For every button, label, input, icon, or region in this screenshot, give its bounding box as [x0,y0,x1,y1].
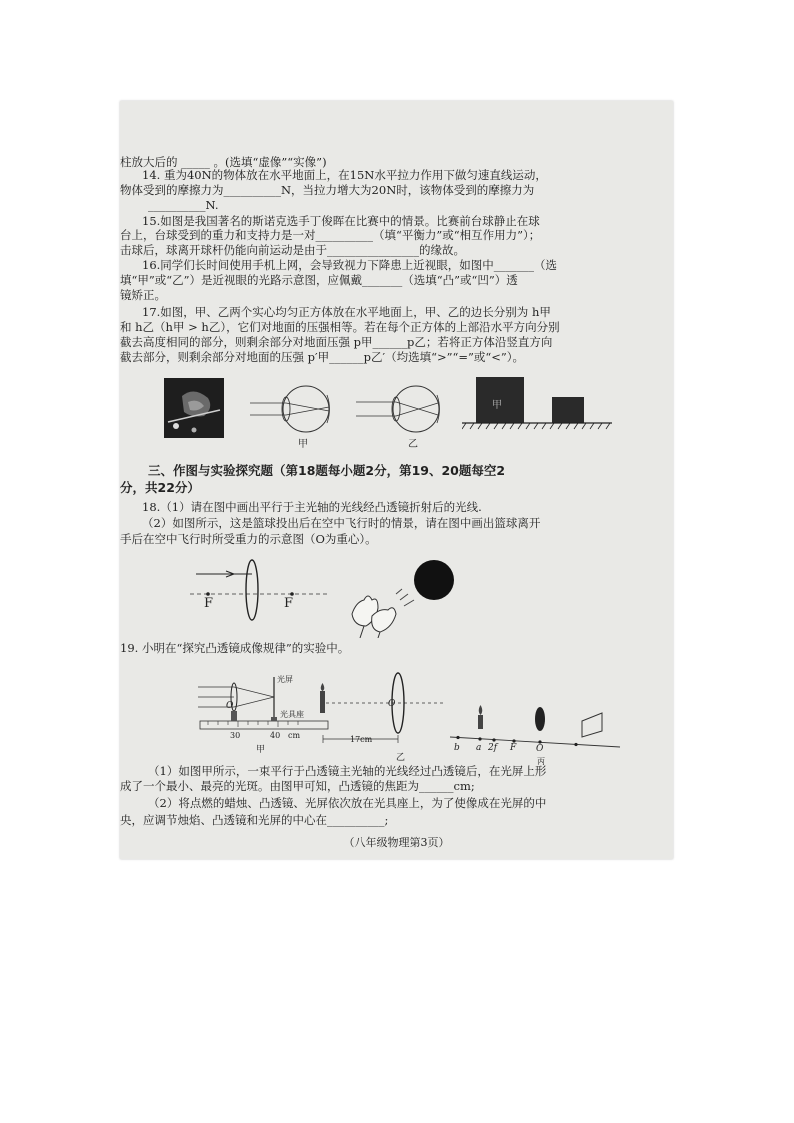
section-heading: 三、作图与实验探究题（第18题每小题2分，第19、20题每空2 [148,463,506,478]
text-line: （2）将点燃的蜡烛、凸透镜、光屏依次放在光具座上，为了使像成在光屏的中 [148,796,547,810]
fig-caption-yi: 乙 [396,753,406,763]
label-o: O [226,701,234,711]
text-line: 物体受到的摩擦力为__________N，当拉力增大为20N时，该物体受到的摩擦力为 [120,183,535,197]
text-line: 手后在空中飞行时所受重力的示意图（O为重心）。 [120,532,377,546]
text-line: （2）如图所示，这是篮球投出后在空中飞行时的情景，请在图中画出篮球离开 [142,516,541,530]
focus-label-right: F [284,596,294,611]
text-line: 截去高度相同的部分，则剩余部分对地面压强 p甲______p乙；若将正方体沿竖直方向 [120,335,553,349]
label-17cm: 17cm [350,735,373,744]
label-screen: 光屏 [277,675,293,684]
point-f: F [510,743,517,753]
point-2f: 2f [488,743,498,753]
tick-40: 40 [270,731,281,740]
focus-label-left: F [204,596,214,611]
tick-unit: cm [288,731,301,740]
fig-caption-bing: 丙 [537,757,545,766]
text-line: 填“甲”或“乙”）是近视眼的光路示意图，应佩戴_______（选填“凸”或“凹”）透 [120,273,518,287]
eye-diagram-yi [354,381,454,449]
text-line: 19. 小明在“探究凸透镜成像规律”的实验中。 [120,641,350,655]
convex-lens-diagram [190,556,330,626]
text-line: 18.（1）请在图中画出平行于主光轴的光线经凸透镜折射后的光线. [142,500,482,514]
text-line: 成了一个最小、最亮的光斑。由图甲可知，凸透镜的焦距为______cm; [120,779,475,793]
point-a: a [476,743,482,753]
page-footer: （八年级物理第3页） [343,836,450,849]
block-label: 甲 [492,400,502,411]
text-line: 镜矫正。 [120,288,166,302]
optical-bench-jia [196,671,331,745]
text-line: 截去部分，则剩余部分对地面的压强 p′甲______p乙′（均选填“>”“=”或“<”）。 [120,350,525,364]
text-line: 击球后，球离开球杆仍能向前运动是由于________________的缘故。 [120,243,465,257]
text-line: 央，应调节烛焰、凸透镜和光屏的中心在__________; [120,813,389,827]
basketball-throw-diagram [342,556,462,642]
text-line: 14. 重为40N的物体放在水平地面上，在15N水平拉力作用下做匀速直线运动， [142,168,547,182]
label-o-yi: O [388,699,396,709]
point-o: O [536,744,544,754]
text-line: （1）如图甲所示，一束平行于凸透镜主光轴的光线经过凸透镜后，在光屏上形 [148,764,547,778]
cube-blocks-diagram [462,373,612,437]
text-line: 15.如图是我国著名的斯诺克选手丁俊晖在比赛中的情景。比赛前台球静止在球 [142,214,540,228]
tick-30: 30 [230,731,241,740]
fig-label-jia: 甲 [298,439,308,450]
text-line: 台上，台球受到的重力和支持力是一对__________（填“平衡力”或“相互作用力”）； [120,228,541,242]
snooker-photo [164,378,224,438]
text-line: 17.如图，甲、乙两个实心均匀正方体放在水平地面上，甲、乙的边长分别为 h甲 [142,305,551,319]
text-line: 16.同学们长时间使用手机上网，会导致视力下降患上近视眼，如图中_______（选 [142,258,558,272]
fig-caption-jia: 甲 [256,745,266,755]
section-heading: 分，共22分） [120,480,200,495]
text-line: 和 h乙（h甲 > h乙），它们对地面的压强相等。若在每个正方体的上部沿水平方向分别 [120,320,560,334]
label-bench: 光具座 [280,710,304,719]
point-b: b [454,743,460,753]
text-line: 柱放大后的 _____ 。(选填“虚像”“实像”) [120,155,327,169]
candle-lens-yi [316,669,446,753]
exam-page-photo [120,101,673,859]
text-line: __________N. [148,198,219,212]
fig-label-yi: 乙 [408,439,418,450]
